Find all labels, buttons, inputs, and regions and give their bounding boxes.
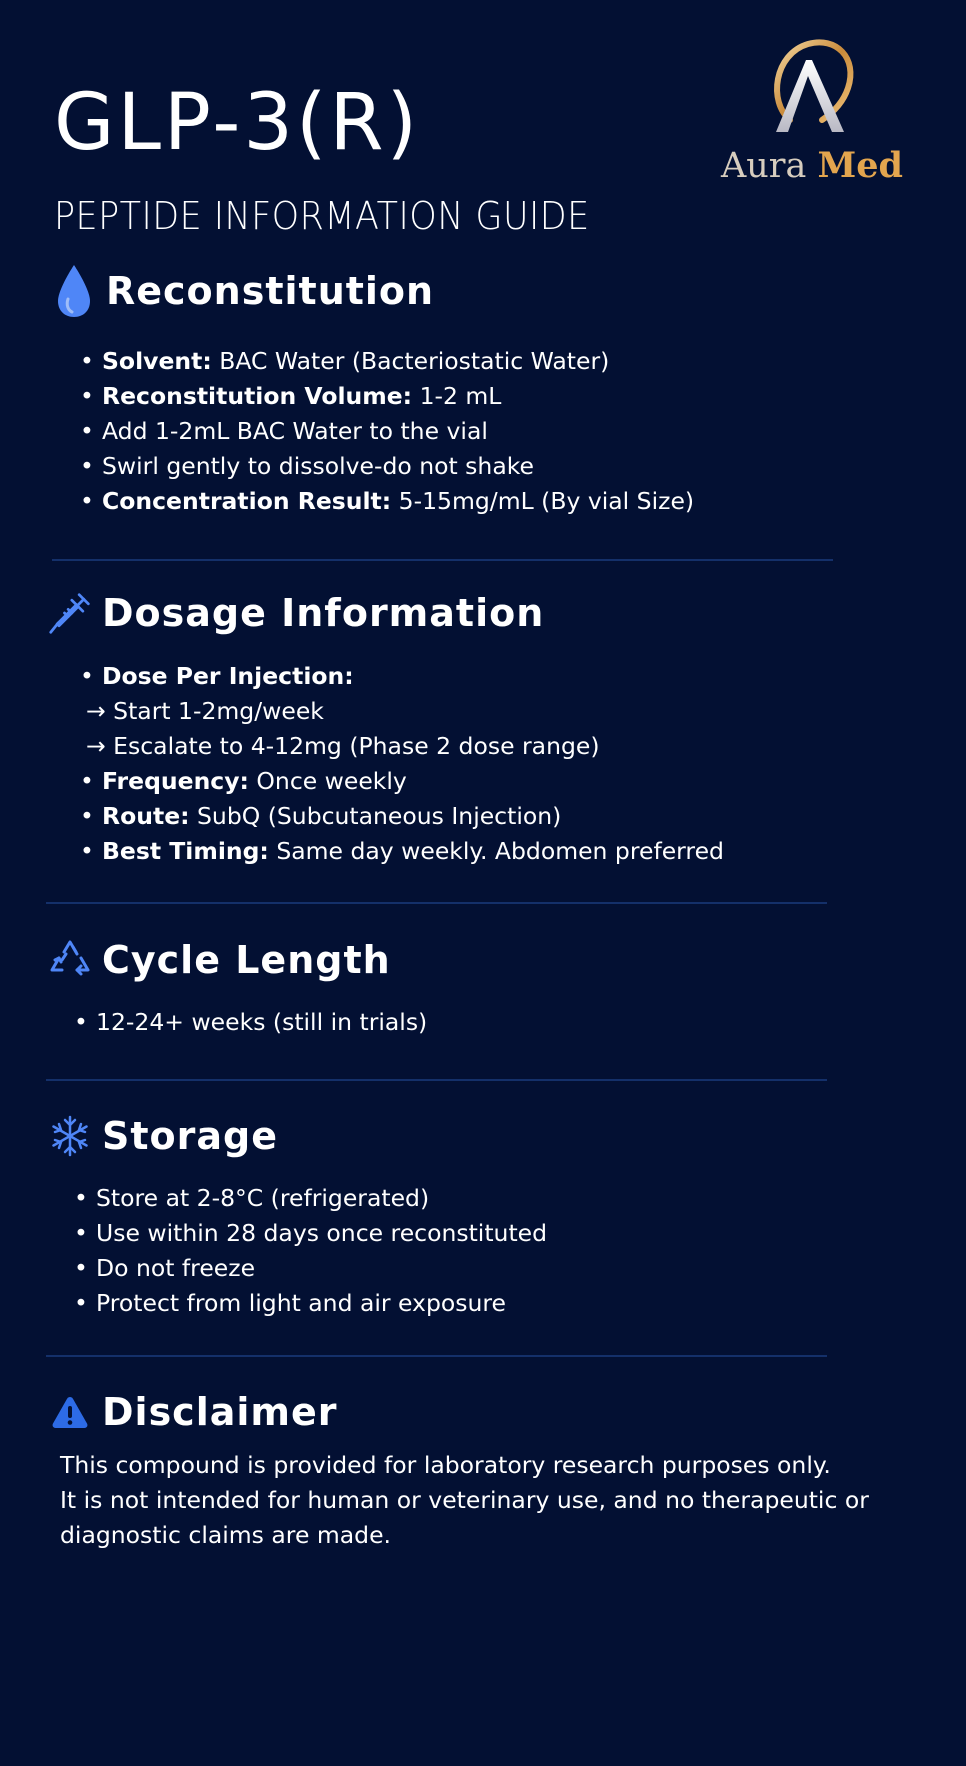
item-label: Solvent: xyxy=(102,347,212,375)
list-item: • Store at 2-8°C (refrigerated) xyxy=(96,1181,547,1216)
reconstitution-list xyxy=(102,344,694,519)
divider xyxy=(46,902,827,904)
snowflake-icon xyxy=(48,1111,92,1161)
logo-mark-icon xyxy=(762,36,862,148)
page-subtitle: PEPTIDE INFORMATION GUIDE xyxy=(54,194,590,238)
logo-word-aura: Aura xyxy=(720,146,807,186)
section-storage-heading xyxy=(48,1111,278,1161)
list-item xyxy=(102,799,724,834)
item-label: Route: xyxy=(102,802,190,830)
divider xyxy=(46,1079,827,1081)
cycle-list xyxy=(96,1005,427,1040)
item-label: Reconstitution Volume: xyxy=(102,382,413,410)
aura-med-logo xyxy=(712,36,912,192)
logo-word-med: Med xyxy=(817,145,904,186)
dosage-list xyxy=(86,659,724,869)
disclaimer-text xyxy=(60,1448,869,1553)
list-item xyxy=(102,379,694,414)
disclaimer-line: It is not intended for human or veterinary use, and no therapeutic or xyxy=(60,1486,869,1514)
item-text: SubQ (Subcutaneous Injection) xyxy=(189,802,562,830)
section-title: Dosage Information xyxy=(102,591,545,635)
recycle-icon xyxy=(48,935,92,985)
divider xyxy=(52,559,833,561)
item-label: Dose Per Injection: xyxy=(102,662,354,690)
section-dosage-heading xyxy=(48,588,544,638)
disclaimer-line: diagnostic claims are made. xyxy=(60,1521,392,1549)
list-item xyxy=(102,414,694,449)
list-item xyxy=(102,484,694,519)
section-reconstitution-heading xyxy=(52,266,434,316)
warning-icon xyxy=(48,1387,92,1437)
section-disclaimer-heading xyxy=(48,1387,338,1437)
syringe-icon xyxy=(48,588,92,638)
item-text: Swirl gently to dissolve-do not shake xyxy=(102,452,534,480)
item-text: 1-2 mL xyxy=(412,382,502,410)
list-item xyxy=(102,659,724,694)
section-title: Reconstitution xyxy=(106,269,435,313)
storage-list xyxy=(96,1181,547,1321)
page-title: GLP-3(R) xyxy=(54,78,421,168)
list-subitem: → Escalate to 4-12mg (Phase 2 dose range) xyxy=(86,732,600,760)
list-item: • Protect from light and air exposure xyxy=(96,1286,547,1321)
item-text: 5-15mg/mL (By vial Size) xyxy=(391,487,695,515)
item-label: Frequency: xyxy=(102,767,249,795)
divider xyxy=(46,1355,827,1357)
item-text: Same day weekly. Abdomen preferred xyxy=(268,837,724,865)
list-item xyxy=(102,449,694,484)
list-item: • 12-24+ weeks (still in trials) xyxy=(96,1005,427,1040)
item-text: Add 1-2mL BAC Water to the vial xyxy=(102,417,488,445)
section-title: Disclaimer xyxy=(102,1390,338,1434)
list-item xyxy=(102,344,694,379)
section-cycle-heading xyxy=(48,935,391,985)
item-text: Once weekly xyxy=(248,767,407,795)
list-item xyxy=(102,764,724,799)
item-label: Concentration Result: xyxy=(102,487,392,515)
list-item: • Use within 28 days once reconstituted xyxy=(96,1216,547,1251)
water-drop-icon xyxy=(52,266,96,316)
disclaimer-line: This compound is provided for laboratory research purposes only. xyxy=(60,1451,831,1479)
section-title: Storage xyxy=(102,1114,278,1158)
item-label: Best Timing: xyxy=(102,837,269,865)
item-text: BAC Water (Bacteriostatic Water) xyxy=(211,347,610,375)
logo-wordmark xyxy=(712,145,912,186)
section-title: Cycle Length xyxy=(102,938,391,982)
list-item: • Do not freeze xyxy=(96,1251,547,1286)
list-item xyxy=(102,834,724,869)
list-subitem: → Start 1-2mg/week xyxy=(86,697,324,725)
